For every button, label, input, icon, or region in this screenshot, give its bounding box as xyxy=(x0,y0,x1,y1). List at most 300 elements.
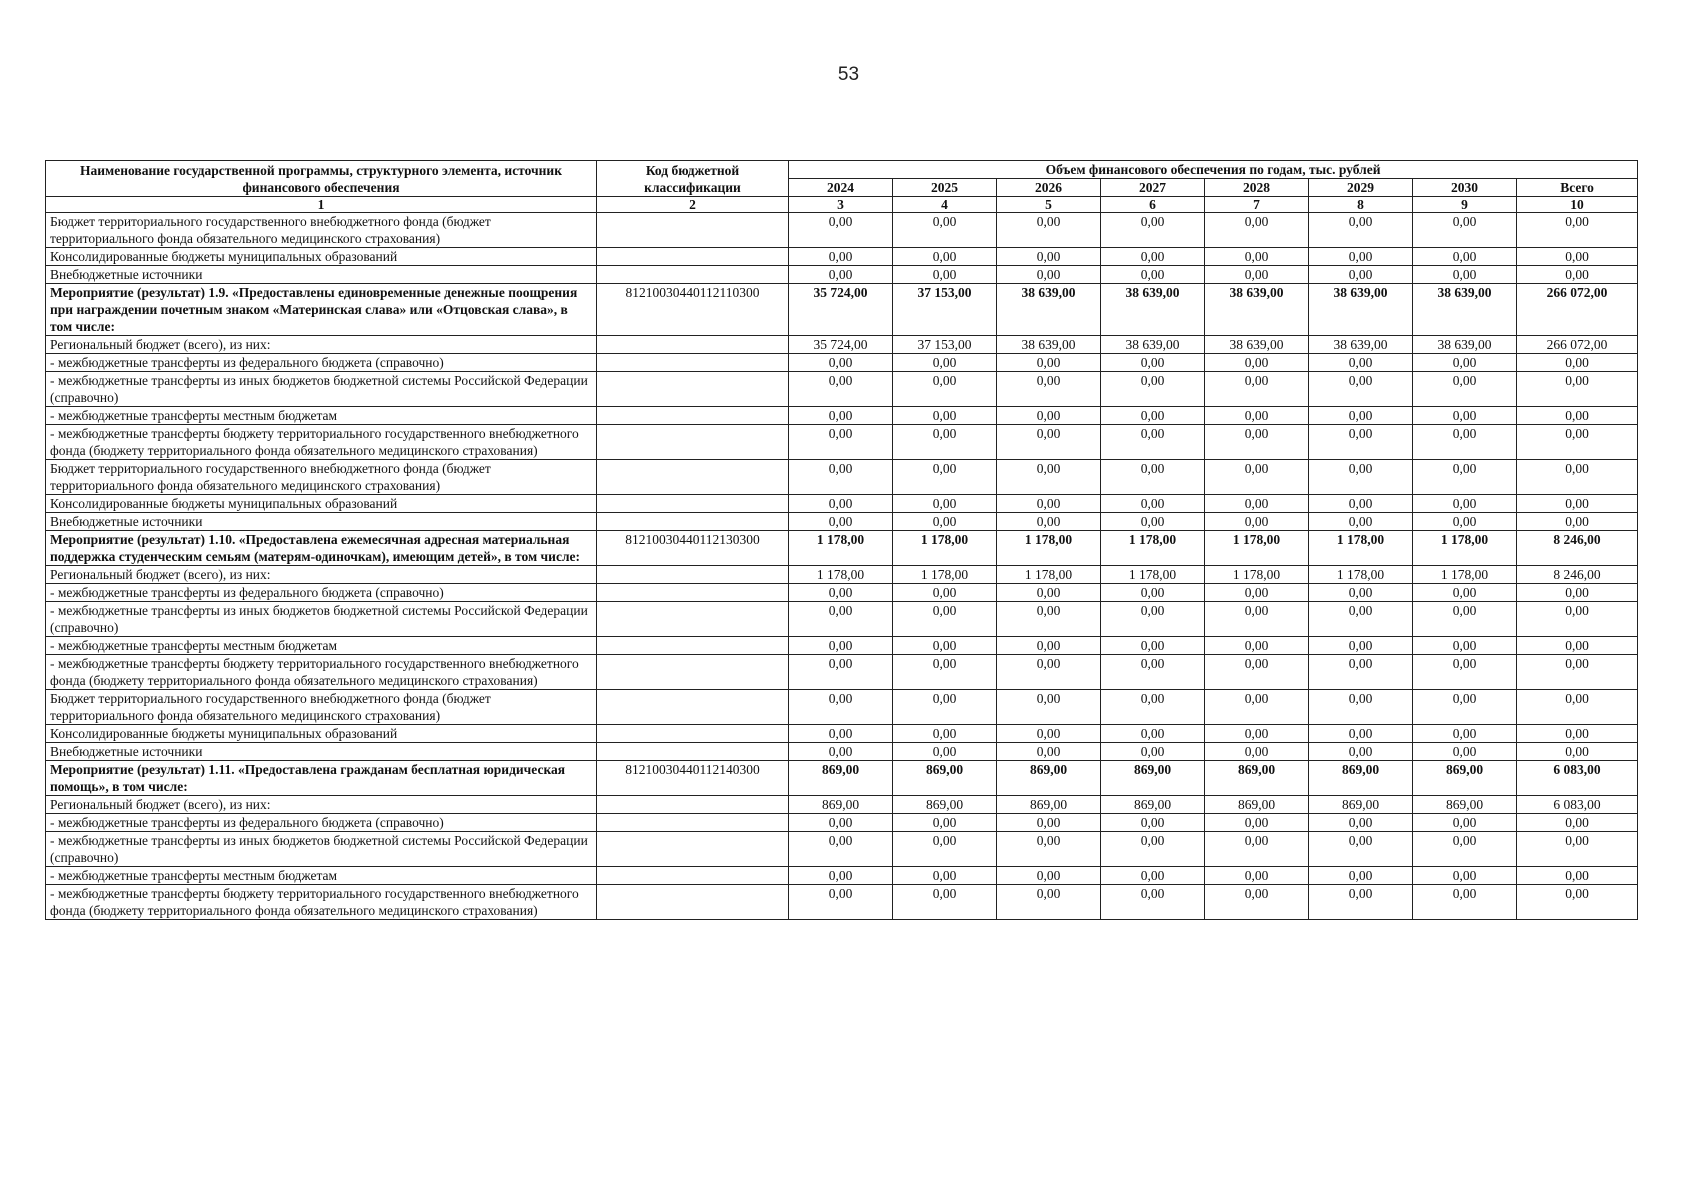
row-value-cell: 0,00 xyxy=(893,814,997,832)
row-total-cell: 8 246,00 xyxy=(1517,566,1638,584)
row-total-cell: 6 083,00 xyxy=(1517,761,1638,796)
row-value-cell: 38 639,00 xyxy=(997,336,1101,354)
row-code-cell xyxy=(597,407,789,425)
row-value-cell: 0,00 xyxy=(1101,690,1205,725)
row-value-cell: 0,00 xyxy=(997,248,1101,266)
row-code-cell xyxy=(597,885,789,920)
row-value-cell: 0,00 xyxy=(1205,725,1309,743)
row-value-cell: 0,00 xyxy=(893,655,997,690)
row-value-cell: 0,00 xyxy=(893,832,997,867)
row-value-cell: 869,00 xyxy=(1205,796,1309,814)
header-row-column-numbers xyxy=(46,197,1638,213)
row-value-cell: 0,00 xyxy=(1101,266,1205,284)
row-total-cell: 0,00 xyxy=(1517,425,1638,460)
row-value-cell: 0,00 xyxy=(789,655,893,690)
row-value-cell: 869,00 xyxy=(1205,761,1309,796)
header-column-number: 8 xyxy=(1309,197,1413,213)
header-code-column: Код бюджетной классификации xyxy=(597,161,789,197)
row-value-cell: 869,00 xyxy=(1309,796,1413,814)
header-year-cell: 2024 xyxy=(789,179,893,197)
row-value-cell: 0,00 xyxy=(789,372,893,407)
row-value-cell: 0,00 xyxy=(1309,495,1413,513)
row-value-cell: 0,00 xyxy=(997,655,1101,690)
row-value-cell: 0,00 xyxy=(789,266,893,284)
row-value-cell: 869,00 xyxy=(893,796,997,814)
row-name-cell: Консолидированные бюджеты муниципальных образований xyxy=(46,248,597,266)
row-value-cell: 0,00 xyxy=(789,743,893,761)
row-value-cell: 38 639,00 xyxy=(1205,284,1309,336)
row-value-cell: 0,00 xyxy=(1205,407,1309,425)
row-value-cell: 0,00 xyxy=(789,213,893,248)
table-row xyxy=(46,495,1638,513)
row-value-cell: 0,00 xyxy=(1101,460,1205,495)
table-row-activity xyxy=(46,761,1638,796)
row-value-cell: 35 724,00 xyxy=(789,336,893,354)
table-row xyxy=(46,690,1638,725)
row-total-cell: 0,00 xyxy=(1517,460,1638,495)
row-value-cell: 0,00 xyxy=(1309,814,1413,832)
row-value-cell: 0,00 xyxy=(1101,832,1205,867)
row-value-cell: 0,00 xyxy=(1413,690,1517,725)
row-code-cell xyxy=(597,354,789,372)
row-value-cell: 0,00 xyxy=(1101,584,1205,602)
row-code-cell: 81210030440112130300 xyxy=(597,531,789,566)
row-name-cell: - межбюджетные трансферты из федерального бюджета (справочно) xyxy=(46,814,597,832)
row-total-cell: 6 083,00 xyxy=(1517,796,1638,814)
row-value-cell: 0,00 xyxy=(893,637,997,655)
row-total-cell: 0,00 xyxy=(1517,743,1638,761)
row-value-cell: 0,00 xyxy=(1309,690,1413,725)
row-value-cell: 0,00 xyxy=(1205,513,1309,531)
row-value-cell: 0,00 xyxy=(789,354,893,372)
table-row xyxy=(46,796,1638,814)
row-value-cell: 0,00 xyxy=(1101,885,1205,920)
row-total-cell: 0,00 xyxy=(1517,407,1638,425)
row-total-cell: 0,00 xyxy=(1517,725,1638,743)
table-row xyxy=(46,372,1638,407)
table-row xyxy=(46,407,1638,425)
row-total-cell: 0,00 xyxy=(1517,885,1638,920)
row-name-cell: - межбюджетные трансферты из федерального бюджета (справочно) xyxy=(46,584,597,602)
row-code-cell xyxy=(597,602,789,637)
row-value-cell: 0,00 xyxy=(1101,725,1205,743)
row-value-cell: 0,00 xyxy=(1205,213,1309,248)
row-value-cell: 0,00 xyxy=(997,637,1101,655)
row-value-cell: 1 178,00 xyxy=(1205,531,1309,566)
row-value-cell: 869,00 xyxy=(997,796,1101,814)
row-value-cell: 0,00 xyxy=(1309,407,1413,425)
row-value-cell: 0,00 xyxy=(789,602,893,637)
row-value-cell: 0,00 xyxy=(1413,885,1517,920)
row-value-cell: 0,00 xyxy=(789,690,893,725)
row-total-cell: 0,00 xyxy=(1517,814,1638,832)
row-value-cell: 0,00 xyxy=(893,690,997,725)
table-header xyxy=(46,161,1638,213)
row-value-cell: 0,00 xyxy=(893,460,997,495)
row-total-cell: 0,00 xyxy=(1517,867,1638,885)
row-code-cell xyxy=(597,266,789,284)
header-year-cell: 2030 xyxy=(1413,179,1517,197)
row-value-cell: 0,00 xyxy=(1309,743,1413,761)
header-year-cell: Всего xyxy=(1517,179,1638,197)
row-total-cell: 0,00 xyxy=(1517,354,1638,372)
row-value-cell: 0,00 xyxy=(1101,513,1205,531)
row-value-cell: 38 639,00 xyxy=(997,284,1101,336)
table-row xyxy=(46,566,1638,584)
row-value-cell: 0,00 xyxy=(997,372,1101,407)
row-value-cell: 869,00 xyxy=(1413,761,1517,796)
row-value-cell: 0,00 xyxy=(1205,495,1309,513)
row-value-cell: 0,00 xyxy=(997,725,1101,743)
row-code-cell xyxy=(597,832,789,867)
row-value-cell: 0,00 xyxy=(1413,425,1517,460)
row-value-cell: 0,00 xyxy=(893,213,997,248)
row-value-cell: 0,00 xyxy=(1413,584,1517,602)
row-value-cell: 0,00 xyxy=(1309,248,1413,266)
row-value-cell: 37 153,00 xyxy=(893,336,997,354)
table-row xyxy=(46,743,1638,761)
row-value-cell: 0,00 xyxy=(997,602,1101,637)
row-value-cell: 0,00 xyxy=(997,814,1101,832)
row-value-cell: 0,00 xyxy=(789,495,893,513)
row-value-cell: 0,00 xyxy=(1205,637,1309,655)
table-row xyxy=(46,602,1638,637)
page-number: 53 xyxy=(837,64,860,85)
row-value-cell: 869,00 xyxy=(789,761,893,796)
row-value-cell: 38 639,00 xyxy=(1309,336,1413,354)
row-total-cell: 0,00 xyxy=(1517,248,1638,266)
row-name-cell: Внебюджетные источники xyxy=(46,266,597,284)
row-code-cell xyxy=(597,566,789,584)
row-value-cell: 0,00 xyxy=(997,584,1101,602)
row-value-cell: 0,00 xyxy=(789,460,893,495)
row-value-cell: 0,00 xyxy=(997,266,1101,284)
row-value-cell: 0,00 xyxy=(1309,354,1413,372)
header-column-number: 4 xyxy=(893,197,997,213)
row-value-cell: 0,00 xyxy=(997,495,1101,513)
row-value-cell: 0,00 xyxy=(789,867,893,885)
row-value-cell: 0,00 xyxy=(789,725,893,743)
row-total-cell: 266 072,00 xyxy=(1517,336,1638,354)
row-value-cell: 0,00 xyxy=(1101,407,1205,425)
row-value-cell: 0,00 xyxy=(1205,814,1309,832)
row-name-cell: Консолидированные бюджеты муниципальных образований xyxy=(46,495,597,513)
row-value-cell: 38 639,00 xyxy=(1101,336,1205,354)
row-value-cell: 0,00 xyxy=(1413,248,1517,266)
row-value-cell: 1 178,00 xyxy=(1205,566,1309,584)
row-total-cell: 0,00 xyxy=(1517,513,1638,531)
row-value-cell: 0,00 xyxy=(893,425,997,460)
row-value-cell: 37 153,00 xyxy=(893,284,997,336)
row-value-cell: 0,00 xyxy=(893,584,997,602)
row-value-cell: 0,00 xyxy=(1413,637,1517,655)
row-value-cell: 0,00 xyxy=(1101,655,1205,690)
row-total-cell: 0,00 xyxy=(1517,690,1638,725)
row-value-cell: 0,00 xyxy=(1205,425,1309,460)
row-value-cell: 1 178,00 xyxy=(1101,566,1205,584)
row-value-cell: 0,00 xyxy=(1101,637,1205,655)
row-value-cell: 0,00 xyxy=(1101,867,1205,885)
table-row xyxy=(46,725,1638,743)
row-value-cell: 0,00 xyxy=(1413,213,1517,248)
row-value-cell: 1 178,00 xyxy=(893,566,997,584)
row-code-cell xyxy=(597,460,789,495)
header-year-cell: 2027 xyxy=(1101,179,1205,197)
row-total-cell: 0,00 xyxy=(1517,602,1638,637)
row-value-cell: 0,00 xyxy=(1101,602,1205,637)
row-value-cell: 0,00 xyxy=(1413,814,1517,832)
table-row-activity xyxy=(46,531,1638,566)
header-year-cell: 2029 xyxy=(1309,179,1413,197)
row-name-cell: Консолидированные бюджеты муниципальных образований xyxy=(46,725,597,743)
table-row xyxy=(46,885,1638,920)
row-name-cell: - межбюджетные трансферты из иных бюджетов бюджетной системы Российской Федерации (справочно) xyxy=(46,602,597,637)
table-row xyxy=(46,655,1638,690)
row-value-cell: 0,00 xyxy=(1205,354,1309,372)
row-value-cell: 0,00 xyxy=(1413,743,1517,761)
row-value-cell: 0,00 xyxy=(997,513,1101,531)
row-value-cell: 0,00 xyxy=(997,885,1101,920)
row-value-cell: 0,00 xyxy=(893,354,997,372)
row-value-cell: 0,00 xyxy=(1309,460,1413,495)
row-value-cell: 0,00 xyxy=(1413,460,1517,495)
header-column-number: 3 xyxy=(789,197,893,213)
row-name-cell: - межбюджетные трансферты местным бюджетам xyxy=(46,637,597,655)
row-value-cell: 869,00 xyxy=(1413,796,1517,814)
row-value-cell: 0,00 xyxy=(893,602,997,637)
table-row xyxy=(46,637,1638,655)
row-value-cell: 0,00 xyxy=(997,425,1101,460)
row-value-cell: 0,00 xyxy=(1309,655,1413,690)
row-value-cell: 0,00 xyxy=(997,832,1101,867)
header-column-number: 1 xyxy=(46,197,597,213)
header-column-number: 2 xyxy=(597,197,789,213)
header-row-titles xyxy=(46,161,1638,179)
row-code-cell xyxy=(597,336,789,354)
header-year-cell: 2026 xyxy=(997,179,1101,197)
funding-table xyxy=(45,160,1638,920)
table-row xyxy=(46,425,1638,460)
row-value-cell: 0,00 xyxy=(997,213,1101,248)
row-value-cell: 1 178,00 xyxy=(789,566,893,584)
row-total-cell: 0,00 xyxy=(1517,584,1638,602)
row-value-cell: 1 178,00 xyxy=(1309,531,1413,566)
row-code-cell xyxy=(597,513,789,531)
row-name-cell: Внебюджетные источники xyxy=(46,513,597,531)
row-code-cell xyxy=(597,372,789,407)
row-name-cell: Внебюджетные источники xyxy=(46,743,597,761)
row-value-cell: 0,00 xyxy=(1205,743,1309,761)
row-value-cell: 0,00 xyxy=(1413,495,1517,513)
row-value-cell: 0,00 xyxy=(1309,602,1413,637)
row-code-cell xyxy=(597,743,789,761)
row-value-cell: 0,00 xyxy=(1413,867,1517,885)
header-column-number: 6 xyxy=(1101,197,1205,213)
row-name-cell: Мероприятие (результат) 1.10. «Предоставлена ежемесячная адресная материальная поддержка студенческим семьям (матерям-одиночкам), имеющим детей», в том числе: xyxy=(46,531,597,566)
row-value-cell: 0,00 xyxy=(789,407,893,425)
row-total-cell: 8 246,00 xyxy=(1517,531,1638,566)
row-value-cell: 869,00 xyxy=(789,796,893,814)
row-value-cell: 0,00 xyxy=(1413,407,1517,425)
row-value-cell: 0,00 xyxy=(997,407,1101,425)
row-code-cell xyxy=(597,655,789,690)
row-value-cell: 0,00 xyxy=(789,513,893,531)
row-value-cell: 0,00 xyxy=(1101,354,1205,372)
row-value-cell: 0,00 xyxy=(997,460,1101,495)
row-code-cell xyxy=(597,867,789,885)
table-row xyxy=(46,354,1638,372)
row-value-cell: 0,00 xyxy=(1205,655,1309,690)
header-column-number: 7 xyxy=(1205,197,1309,213)
row-code-cell xyxy=(597,213,789,248)
row-value-cell: 0,00 xyxy=(789,425,893,460)
row-value-cell: 1 178,00 xyxy=(1309,566,1413,584)
table-row xyxy=(46,832,1638,867)
row-value-cell: 0,00 xyxy=(789,814,893,832)
row-code-cell xyxy=(597,248,789,266)
row-value-cell: 0,00 xyxy=(893,725,997,743)
row-value-cell: 0,00 xyxy=(997,354,1101,372)
row-total-cell: 266 072,00 xyxy=(1517,284,1638,336)
row-name-cell: Бюджет территориального государственного внебюджетного фонда (бюджет территориального фонда обязательного медицинского страхования) xyxy=(46,213,597,248)
row-value-cell: 0,00 xyxy=(893,372,997,407)
row-value-cell: 0,00 xyxy=(1205,832,1309,867)
row-value-cell: 869,00 xyxy=(1309,761,1413,796)
row-value-cell: 0,00 xyxy=(789,885,893,920)
row-value-cell: 0,00 xyxy=(1101,248,1205,266)
header-year-cell: 2028 xyxy=(1205,179,1309,197)
row-name-cell: Мероприятие (результат) 1.11. «Предоставлена гражданам бесплатная юридическая помощь», в том числе: xyxy=(46,761,597,796)
table-row xyxy=(46,213,1638,248)
table-row xyxy=(46,584,1638,602)
row-value-cell: 0,00 xyxy=(997,743,1101,761)
row-value-cell: 0,00 xyxy=(1205,460,1309,495)
row-total-cell: 0,00 xyxy=(1517,655,1638,690)
row-name-cell: - межбюджетные трансферты из иных бюджетов бюджетной системы Российской Федерации (справочно) xyxy=(46,832,597,867)
row-total-cell: 0,00 xyxy=(1517,832,1638,867)
row-name-cell: Региональный бюджет (всего), из них: xyxy=(46,566,597,584)
row-name-cell: Бюджет территориального государственного внебюджетного фонда (бюджет территориального фонда обязательного медицинского страхования) xyxy=(46,690,597,725)
row-total-cell: 0,00 xyxy=(1517,372,1638,407)
row-name-cell: - межбюджетные трансферты местным бюджетам xyxy=(46,867,597,885)
row-value-cell: 0,00 xyxy=(893,885,997,920)
row-value-cell: 0,00 xyxy=(997,867,1101,885)
table-row-activity xyxy=(46,284,1638,336)
header-year-cell: 2025 xyxy=(893,179,997,197)
row-value-cell: 38 639,00 xyxy=(1413,336,1517,354)
row-name-cell: - межбюджетные трансферты из иных бюджетов бюджетной системы Российской Федерации (справочно) xyxy=(46,372,597,407)
row-value-cell: 0,00 xyxy=(1309,867,1413,885)
row-value-cell: 0,00 xyxy=(1101,495,1205,513)
row-value-cell: 0,00 xyxy=(893,867,997,885)
row-value-cell: 0,00 xyxy=(1309,832,1413,867)
row-value-cell: 1 178,00 xyxy=(1101,531,1205,566)
header-name-column: Наименование государственной программы, структурного элемента, источник финансового обеспечения xyxy=(46,161,597,197)
row-code-cell xyxy=(597,725,789,743)
table-row xyxy=(46,513,1638,531)
row-value-cell: 0,00 xyxy=(1205,248,1309,266)
row-value-cell: 0,00 xyxy=(1413,725,1517,743)
table-body xyxy=(46,213,1638,920)
row-value-cell: 0,00 xyxy=(1413,266,1517,284)
row-value-cell: 0,00 xyxy=(1309,213,1413,248)
header-column-number: 5 xyxy=(997,197,1101,213)
row-value-cell: 869,00 xyxy=(893,761,997,796)
row-value-cell: 0,00 xyxy=(893,495,997,513)
row-value-cell: 1 178,00 xyxy=(997,531,1101,566)
row-value-cell: 0,00 xyxy=(1205,584,1309,602)
row-total-cell: 0,00 xyxy=(1517,495,1638,513)
row-value-cell: 0,00 xyxy=(1413,513,1517,531)
row-value-cell: 0,00 xyxy=(1101,213,1205,248)
row-value-cell: 0,00 xyxy=(1309,372,1413,407)
row-total-cell: 0,00 xyxy=(1517,213,1638,248)
row-value-cell: 1 178,00 xyxy=(1413,531,1517,566)
row-value-cell: 0,00 xyxy=(789,584,893,602)
row-code-cell xyxy=(597,814,789,832)
table-row xyxy=(46,867,1638,885)
row-value-cell: 38 639,00 xyxy=(1413,284,1517,336)
row-value-cell: 0,00 xyxy=(1205,690,1309,725)
row-name-cell: - межбюджетные трансферты местным бюджетам xyxy=(46,407,597,425)
row-value-cell: 869,00 xyxy=(1101,761,1205,796)
row-value-cell: 1 178,00 xyxy=(893,531,997,566)
row-value-cell: 0,00 xyxy=(1205,867,1309,885)
row-value-cell: 0,00 xyxy=(1309,885,1413,920)
row-value-cell: 0,00 xyxy=(1309,725,1413,743)
row-value-cell: 0,00 xyxy=(1413,655,1517,690)
row-code-cell xyxy=(597,425,789,460)
row-value-cell: 1 178,00 xyxy=(789,531,893,566)
row-name-cell: - межбюджетные трансферты бюджету территориального государственного внебюджетного фонда (бюджету территориального фонда обязательного медицинского страхования) xyxy=(46,425,597,460)
header-funding-column: Объем финансового обеспечения по годам, тыс. рублей xyxy=(789,161,1638,179)
row-value-cell: 0,00 xyxy=(789,832,893,867)
row-value-cell: 0,00 xyxy=(1309,513,1413,531)
row-name-cell: - межбюджетные трансферты из федерального бюджета (справочно) xyxy=(46,354,597,372)
row-name-cell: Региональный бюджет (всего), из них: xyxy=(46,336,597,354)
row-value-cell: 0,00 xyxy=(1413,602,1517,637)
row-code-cell xyxy=(597,690,789,725)
row-value-cell: 0,00 xyxy=(1309,637,1413,655)
row-value-cell: 0,00 xyxy=(1309,266,1413,284)
row-value-cell: 0,00 xyxy=(789,637,893,655)
table-row xyxy=(46,460,1638,495)
header-column-number: 10 xyxy=(1517,197,1638,213)
row-value-cell: 0,00 xyxy=(1101,814,1205,832)
row-code-cell xyxy=(597,796,789,814)
row-name-cell: Бюджет территориального государственного внебюджетного фонда (бюджет территориального фонда обязательного медицинского страхования) xyxy=(46,460,597,495)
header-column-number: 9 xyxy=(1413,197,1517,213)
row-value-cell: 0,00 xyxy=(893,407,997,425)
row-value-cell: 38 639,00 xyxy=(1101,284,1205,336)
row-value-cell: 0,00 xyxy=(997,690,1101,725)
row-value-cell: 0,00 xyxy=(1309,425,1413,460)
row-total-cell: 0,00 xyxy=(1517,266,1638,284)
table-row xyxy=(46,248,1638,266)
row-value-cell: 0,00 xyxy=(1205,885,1309,920)
row-value-cell: 0,00 xyxy=(893,266,997,284)
row-code-cell xyxy=(597,637,789,655)
row-value-cell: 1 178,00 xyxy=(997,566,1101,584)
row-value-cell: 0,00 xyxy=(893,248,997,266)
row-value-cell: 38 639,00 xyxy=(1205,336,1309,354)
row-value-cell: 0,00 xyxy=(1309,584,1413,602)
row-value-cell: 0,00 xyxy=(893,743,997,761)
table-row xyxy=(46,266,1638,284)
row-value-cell: 0,00 xyxy=(1101,372,1205,407)
row-value-cell: 0,00 xyxy=(1101,425,1205,460)
row-value-cell: 0,00 xyxy=(1205,372,1309,407)
